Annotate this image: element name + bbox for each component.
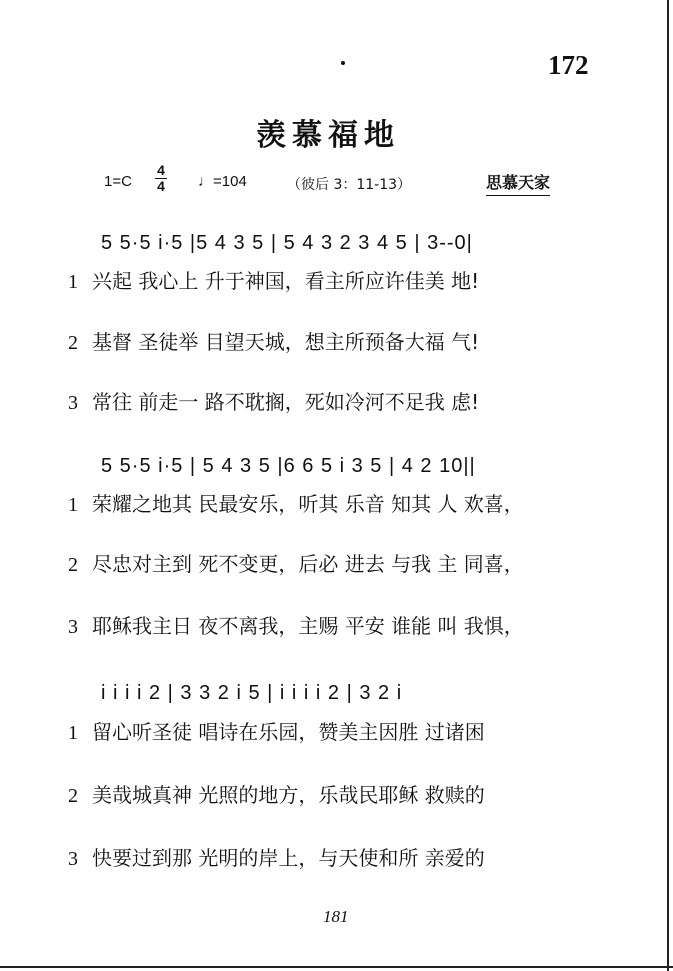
- lyric-line-1-verse-2: [68, 326, 479, 355]
- lyric-line-2-verse-3: [68, 610, 524, 639]
- verse-number: 1: [68, 722, 78, 744]
- lyric-text: 尽忠对主到 死不变更，后必 进去 与我 主 同喜，: [92, 552, 524, 576]
- lyric-text: 常往 前走一 路不耽搁，死如冷河不足我 虑!: [92, 390, 480, 414]
- time-signature-bottom: 4: [157, 178, 165, 194]
- lyric-text: 留心听圣徒 唱诗在乐园，赞美主因胜 过诸困: [92, 720, 485, 744]
- page-bottom-border: [0, 966, 673, 968]
- lyric-line-3-verse-1: [68, 716, 485, 745]
- print-dot: [341, 61, 345, 65]
- verse-number: 3: [68, 616, 78, 638]
- lyric-text: 快要过到那 光明的岸上，与天使和所 亲爱的: [92, 846, 485, 870]
- lyric-line-1-verse-1: [68, 265, 479, 294]
- lyric-text: 基督 圣徒举 目望天城，想主所预备大福 气!: [92, 330, 480, 354]
- notation-line-1: 5 5·5 i·5 |5 4 3 5 | 5 4 3 2 3 4 5 | 3--0|: [101, 232, 473, 254]
- lyric-text: 美哉城真神 光照的地方，乐哉民耶稣 救赎的: [92, 783, 485, 807]
- verse-number: 2: [68, 332, 78, 354]
- time-signature-top: 4: [157, 162, 165, 178]
- verse-number: 2: [68, 785, 78, 807]
- lyric-line-1-verse-3: [68, 386, 479, 415]
- hymn-number: 172: [548, 50, 589, 80]
- verse-number: 2: [68, 554, 78, 576]
- lyric-line-3-verse-3: [68, 842, 485, 871]
- hymn-title: 羡慕福地: [256, 118, 400, 153]
- key-signature: 1=C: [104, 173, 132, 190]
- tune-name: 思慕天家: [486, 170, 550, 193]
- notation-line-2: 5 5·5 i·5 | 5 4 3 5 |6 6 5 i 3 5 | 4 2 10||: [101, 455, 476, 477]
- lyric-text: 耶稣我主日 夜不离我，主赐 平安 谁能 叫 我惧，: [92, 614, 524, 638]
- verse-number: 1: [68, 494, 78, 516]
- lyric-text: 荣耀之地其 民最安乐，听其 乐音 知其 人 欢喜，: [92, 492, 524, 516]
- page-right-border: [667, 0, 669, 971]
- scripture-reference: （彼后 3：11-13）: [287, 177, 412, 193]
- lyric-text: 兴起 我心上 升于神国，看主所应许佳美 地!: [92, 269, 480, 293]
- lyric-line-3-verse-2: [68, 779, 485, 808]
- lyric-line-2-verse-1: [68, 488, 524, 517]
- notation-line-3: i i i i 2 | 3 3 2 i 5 | i i i i 2 | 3 2 i: [101, 682, 403, 704]
- verse-number: 3: [68, 392, 78, 414]
- verse-number: 3: [68, 848, 78, 870]
- time-signature: [153, 163, 169, 194]
- page-number: 181: [323, 907, 349, 926]
- tempo-marking: ♩=104: [198, 173, 247, 190]
- lyric-line-2-verse-2: [68, 548, 524, 577]
- verse-number: 1: [68, 271, 78, 293]
